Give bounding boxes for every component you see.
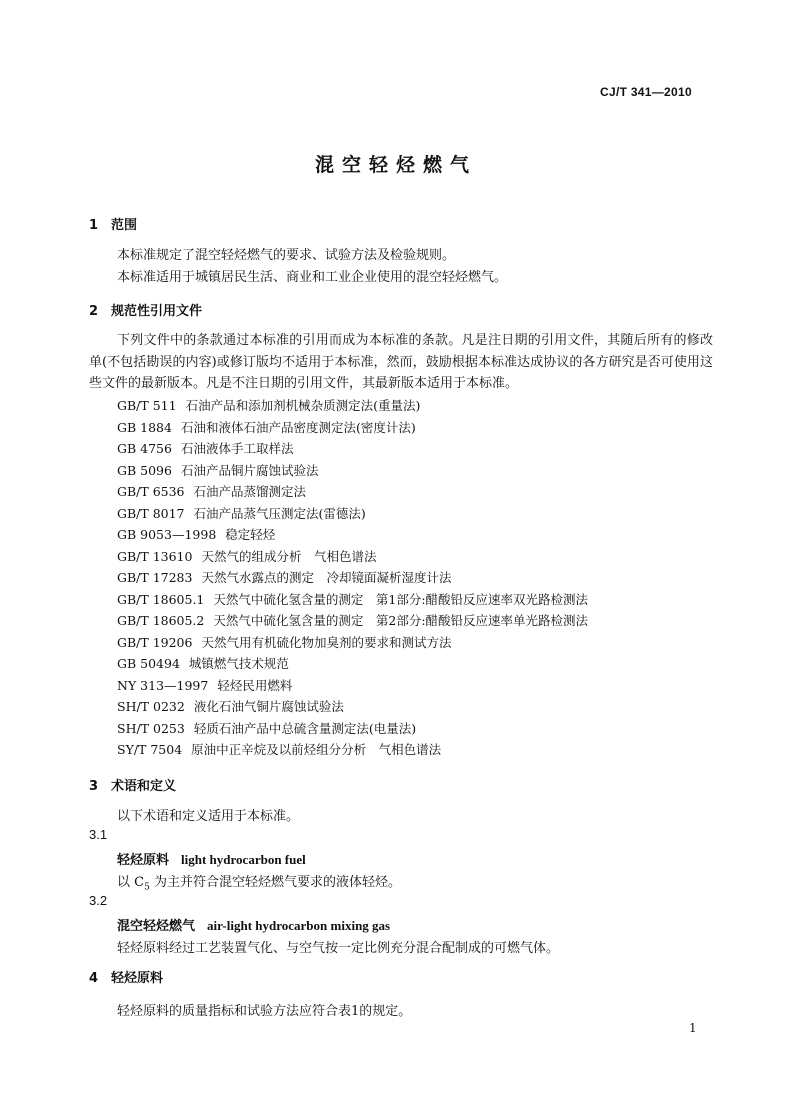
ref-title: 石油产品和添加剂机械杂质测定法(重量法) (185, 398, 421, 413)
list-item (117, 632, 588, 654)
ref-title: 天然气水露点的测定 冷却镜面凝析湿度计法 (201, 570, 452, 585)
ref-code: NY 313—1997 (117, 677, 209, 693)
list-item (117, 675, 588, 697)
term-entry (117, 849, 306, 868)
list-item (117, 567, 588, 589)
ref-title: 液化石油气铜片腐蚀试验法 (193, 699, 344, 714)
list-item (117, 546, 588, 568)
ref-title: 天然气的组成分析 气相色谱法 (201, 548, 377, 564)
term-entry (117, 915, 390, 934)
ref-code: GB/T 13610 (117, 548, 193, 564)
ref-title: 石油产品铜片腐蚀试验法 (180, 462, 319, 478)
section-title: 范围 (111, 218, 138, 233)
ref-title: 天然气用有机硫化物加臭剂的要求和测试方法 (201, 634, 452, 650)
list-item (117, 524, 588, 546)
list-item (117, 438, 588, 460)
ref-code: GB 50494 (117, 656, 180, 671)
paragraph: 本标准规定了混空轻烃燃气的要求、试验方法及检验规则。 (117, 248, 456, 263)
term-definition (117, 871, 401, 893)
list-item (117, 718, 588, 740)
list-item (117, 653, 588, 675)
ref-code: SH/T 0232 (117, 699, 185, 714)
section-2-intro: 下列文件中的条款通过本标准的引用而成为本标准的条款。凡是注日期的引用文件，其随后所有的修改单(不包括勘误的内容)或修订版均不适用于本标准，然而，鼓励根据本标准达成协议的各方研究是否可使用这些文件的最新版本。凡是不注日期的引用文件，其最新版本适用于本标准。 (89, 333, 713, 391)
ref-code: GB/T 19206 (117, 634, 193, 650)
ref-code: GB 1884 (117, 419, 172, 435)
ref-title: 天然气中硫化氢含量的测定 第1部分:醋酸铅反应速率双光路检测法 (213, 591, 589, 607)
section-3-heading (89, 775, 176, 794)
definition-text: 以 C (117, 875, 145, 890)
list-item (117, 589, 588, 611)
list-item (117, 503, 588, 525)
ref-code: SH/T 0253 (117, 720, 185, 736)
section-number: 4 (89, 971, 99, 986)
term-english: light hydrocarbon fuel (181, 852, 306, 867)
list-item (117, 481, 588, 503)
ref-code: GB/T 18605.2 (117, 613, 205, 628)
paragraph: 轻烃原料的质量指标和试验方法应符合表1的规定。 (117, 1004, 412, 1019)
list-item (117, 739, 588, 761)
ref-title: 轻烃民用燃料 (217, 677, 293, 693)
paragraph: 本标准适用于城镇居民生活、商业和工业企业使用的混空轻烃燃气。 (117, 270, 508, 285)
ref-code: GB/T 6536 (117, 484, 185, 499)
ref-code: GB/T 511 (117, 398, 177, 413)
ref-code: GB/T 8017 (117, 505, 185, 521)
term-english: air-light hydrocarbon mixing gas (207, 918, 391, 933)
ref-code: GB 5096 (117, 462, 172, 478)
list-item (117, 610, 588, 632)
ref-title: 石油产品蒸馏测定法 (193, 484, 307, 499)
ref-title: 石油产品蒸气压测定法(雷德法) (193, 505, 366, 521)
ref-title: 天然气中硫化氢含量的测定 第2部分:醋酸铅反应速率单光路检测法 (213, 613, 589, 628)
subclause-number: 3.2 (89, 893, 108, 908)
term-chinese: 混空轻烃燃气 (117, 919, 196, 934)
section-title: 轻烃原料 (111, 971, 164, 986)
ref-code: SY/T 7504 (117, 742, 183, 757)
ref-code: GB 9053—1998 (117, 527, 217, 542)
section-4-heading (89, 967, 163, 986)
section-2-heading (89, 300, 202, 319)
standard-code: CJ/T 341—2010 (600, 85, 692, 99)
normative-reference-list (117, 395, 588, 761)
ref-code: GB 4756 (117, 441, 172, 456)
section-title: 规范性引用文件 (111, 304, 203, 319)
section-number: 2 (89, 304, 99, 319)
list-item (117, 395, 588, 417)
section-title: 术语和定义 (111, 779, 177, 794)
section-1-heading (89, 214, 137, 233)
subscript: 5 (144, 882, 150, 893)
ref-code: GB/T 18605.1 (117, 591, 205, 607)
term-definition: 轻烃原料经过工艺装置气化、与空气按一定比例充分混合配制成的可燃气体。 (117, 941, 560, 956)
ref-code: GB/T 17283 (117, 570, 193, 585)
ref-title: 城镇燃气技术规范 (188, 656, 289, 671)
ref-title: 原油中正辛烷及以前烃组分分析 气相色谱法 (191, 742, 442, 757)
definition-text: 为主并符合混空轻烃燃气要求的液体轻烃。 (149, 875, 401, 890)
list-item (117, 460, 588, 482)
ref-title: 石油液体手工取样法 (180, 441, 294, 456)
ref-title: 轻质石油产品中总硫含量测定法(电量法) (193, 720, 417, 736)
paragraph: 以下术语和定义适用于本标准。 (117, 809, 300, 824)
subclause-number: 3.1 (89, 827, 108, 842)
term-chinese: 轻烃原料 (117, 853, 170, 868)
section-number: 3 (89, 779, 99, 794)
ref-title: 稳定轻烃 (225, 527, 276, 542)
page-number: 1 (689, 1021, 697, 1035)
list-item (117, 417, 588, 439)
document-title: 混空轻烃燃气 (314, 154, 477, 176)
section-number: 1 (89, 218, 99, 233)
ref-title: 石油和液体石油产品密度测定法(密度计法) (180, 419, 416, 435)
list-item (117, 696, 588, 718)
